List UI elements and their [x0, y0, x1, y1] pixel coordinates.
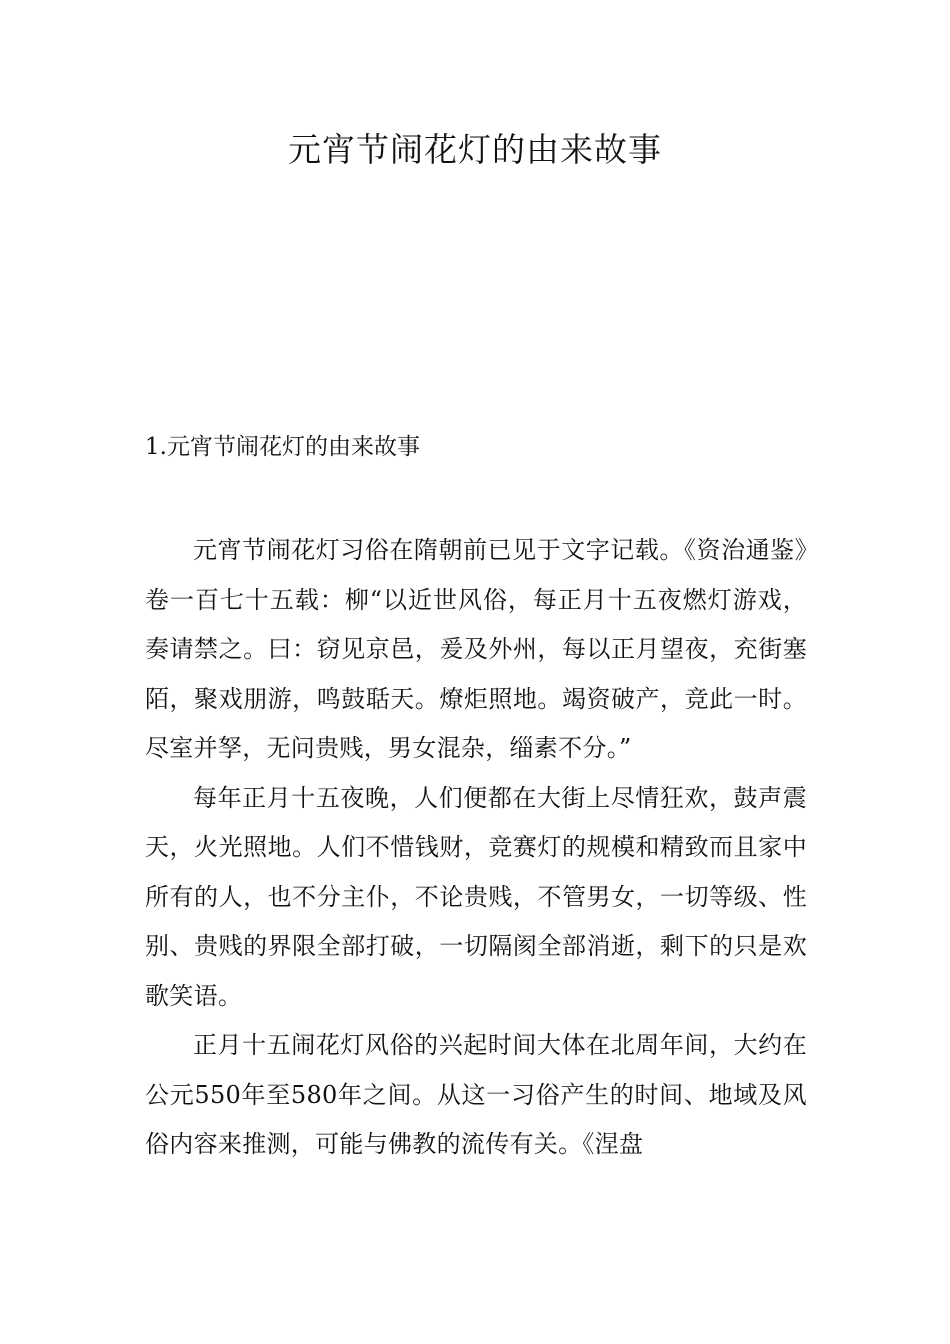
paragraph: 每年正月十五夜晚，人们便都在大街上尽情狂欢，鼓声震天，火光照地。人们不惜钱财，竞赛灯的规模和精致而且家中所有的人，也不分主仆，不论贵贱，不管男女，一切等级、性别、贵贱的界限全部打破，一切隔阂全部消逝，剩下的只是欢歌笑语。 — [145, 783, 807, 1010]
section-heading: 1.元宵节闹花灯的由来故事 — [145, 434, 420, 460]
document-title: 元宵节闹花灯的由来故事 — [288, 130, 662, 169]
body-text — [145, 526, 807, 1170]
paragraph: 元宵节闹花灯习俗在隋朝前已见于文字记载。《资治通鉴》卷一百七十五载：柳“以近世风俗，每正月十五夜燃灯游戏，奏请禁之。曰：窃见京邑，爰及外州，每以正月望夜，充街塞陌，聚戏朋游，鸣鼓聒天。燎炬照地。竭资破产，竞此一时。尽室并孥，无问贵贱，男女混杂，缁素不分。” — [145, 536, 807, 762]
paragraph: 正月十五闹花灯风俗的兴起时间大体在北周年间，大约在公元550年至580年之间。从这一习俗产生的时间、地域及风俗内容来推测，可能与佛教的流传有关。《涅盘 — [145, 1031, 807, 1158]
